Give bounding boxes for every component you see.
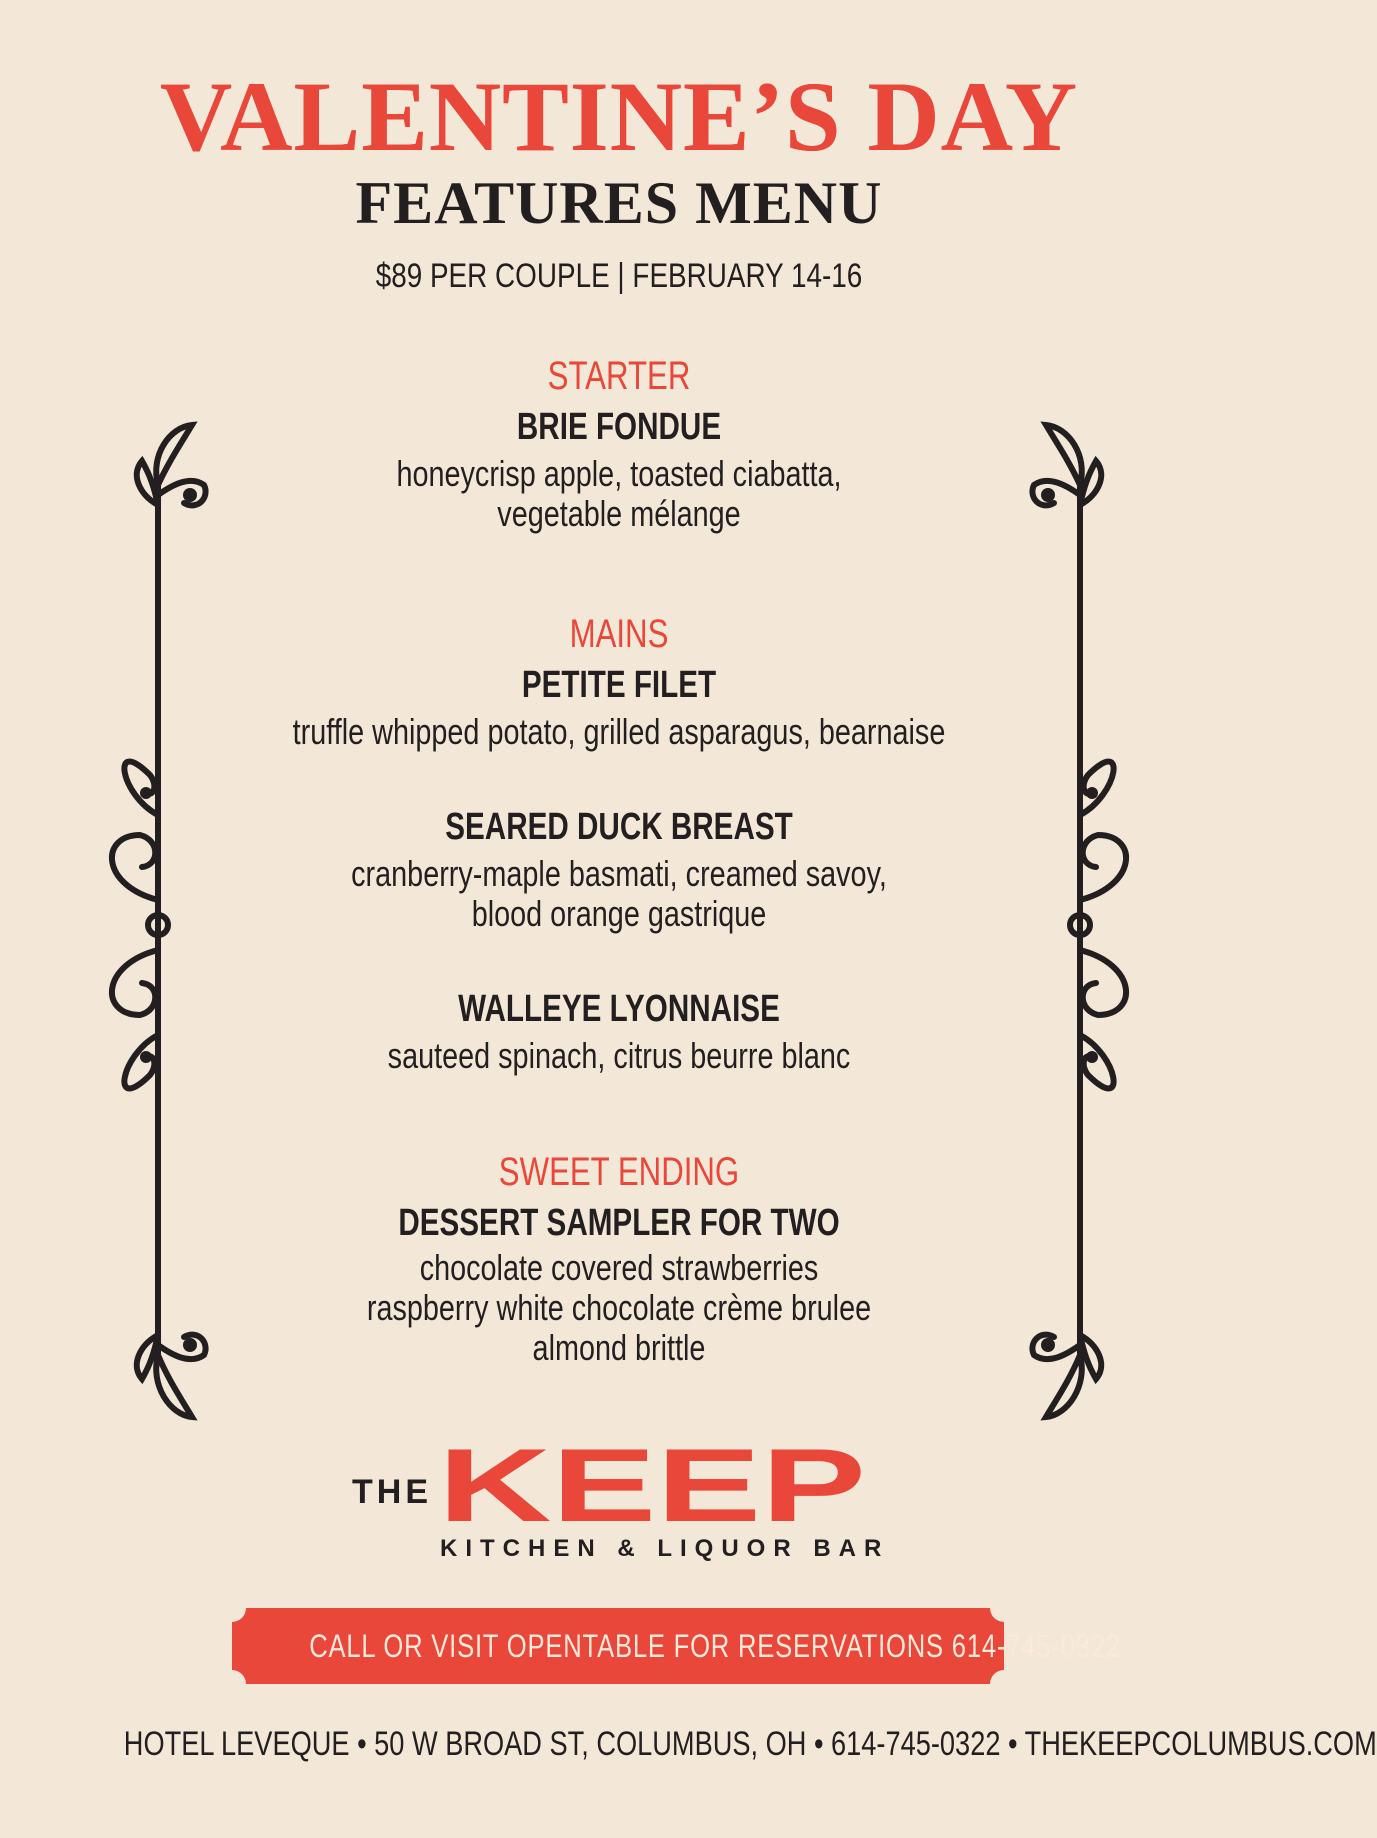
- section-label-mains: MAINS: [569, 612, 669, 656]
- dish-name-seared-duck-breast: SEARED DUCK BREAST: [445, 806, 793, 848]
- reservation-banner: [232, 1608, 1121, 1684]
- dish-name-dessert-sampler: DESSERT SAMPLER FOR TWO: [398, 1202, 840, 1244]
- dish-desc-petite-filet: truffle whipped potato, grilled asparagus, bearnaise: [292, 711, 946, 752]
- logo-the-text: THE: [352, 1473, 432, 1511]
- price-and-dates: $89 PER COUPLE | FEBRUARY 14-16: [375, 257, 863, 295]
- dish-desc-walleye-lyonnaise: sauteed spinach, citrus beurre blanc: [387, 1035, 851, 1076]
- dish-desc-brie-fondue: honeycrisp apple, toasted ciabatta, vegetable mélange: [396, 453, 842, 534]
- scroll-flourish-icon-left: [80, 415, 220, 1430]
- footer-address: HOTEL LEVEQUE • 50 W BROAD ST, COLUMBUS, OH • 614-745-0322 • THEKEEPCOLUMBUS.COM: [123, 1725, 1377, 1763]
- menu-subtitle: FEATURES MENU: [355, 170, 883, 236]
- logo-tagline: KITCHEN & LIQUOR BAR: [440, 1535, 890, 1562]
- menu-title: VALENTINE’S DAY: [159, 61, 1079, 172]
- dish-desc-dessert-sampler: chocolate covered strawberries raspberry white chocolate crème brulee almond brittle: [366, 1247, 872, 1368]
- scroll-flourish-icon-right: [1018, 415, 1158, 1430]
- dish-name-brie-fondue: BRIE FONDUE: [516, 406, 722, 448]
- keep-wordmark-text: KEEP: [438, 1428, 866, 1544]
- keep-wordmark: [438, 1428, 888, 1544]
- dish-name-walleye-lyonnaise: WALLEYE LYONNAISE: [458, 988, 780, 1030]
- the-keep-logo: [350, 1428, 910, 1565]
- section-label-sweet-ending: SWEET ENDING: [498, 1150, 740, 1194]
- section-label-starter: STARTER: [547, 354, 691, 398]
- reservation-text: CALL OR VISIT OPENTABLE FOR RESERVATIONS 614-745-0322: [309, 1628, 1121, 1664]
- dish-name-petite-filet: PETITE FILET: [521, 664, 717, 706]
- dish-desc-seared-duck-breast: cranberry-maple basmati, creamed savoy, blood orange gastrique: [351, 853, 887, 934]
